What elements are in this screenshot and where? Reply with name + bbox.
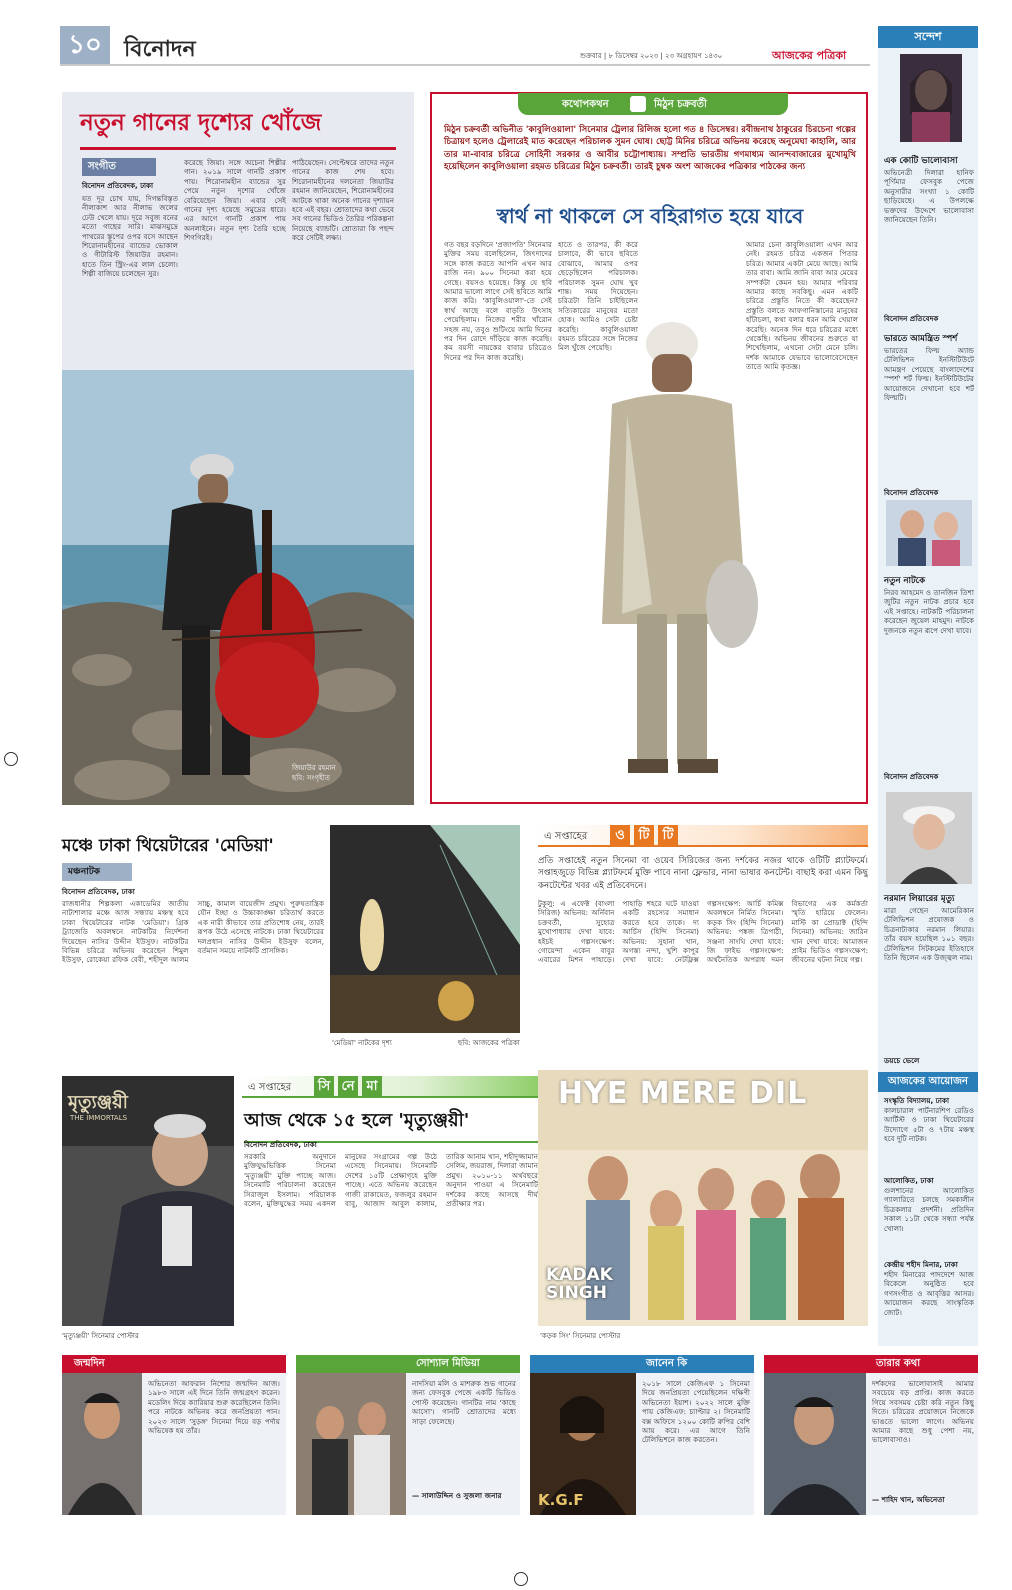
ott-story (538, 825, 868, 1060)
sidebar-item1-body: অভিনেত্রী দিলারা হানিফ পূর্ণিমার ফেসবুক পেজে অনুসারীর সংখ্যা ১ কোটি ছাড়িয়েছে। এ উপলক্ষে ভক্তদের উদ্দেশে ভালোবাসা জানিয়েছেন তিনি। (884, 168, 974, 225)
section-title: বিনোদন (124, 37, 196, 62)
kgf-title: K.G.F (538, 1491, 584, 1509)
event3-body: শহীদ মিনারের পাদদেশে আজ বিকেলে অনুষ্ঠিত হবে গণসংগীত ও আবৃত্তির আসর। আয়োজন করছে সাংস্কৃতিক জোট। (884, 1270, 974, 1317)
ott-letter-ti1: টি (634, 825, 654, 847)
sidebar-item4-author: ডয়চে ভেলে (884, 1056, 920, 1065)
theatre-byline: বিনোদন প্রতিবেদক, ঢাকা (62, 887, 135, 896)
nirob-tisha-photo (886, 500, 972, 566)
purnima-photo (900, 54, 962, 142)
know-body: ২০১৮ সালে কেজিএফ ১ সিনেমা দিয়ে জনপ্রিয়তা পেয়েছিলেন দক্ষিণী অভিনেতা ইয়াশ। ২০২২ সালে মুক্তি পায় কেজিএফ: চ্যাপ্টার ২। সিনেমাটি বক্স অফিসে ১২০০ কোটি রুপির বেশি আয় করে। এর আগে তিনি টেলিভিশনে কাজ করতেন। (642, 1379, 750, 1445)
event1-body: কালচারাল পার্টনারশিপ রেডিও আর্টিস্ট ও ঢাকা থিয়েটারের উদ্যোগে ৫টা ও ৭টায় মঞ্চস্থ হবে দুটি নাটক। (884, 1106, 974, 1144)
events-header: আজকের আয়োজন (878, 1072, 978, 1092)
kadak-caption: 'কড়ক সিং' সিনেমার পোস্টার (540, 1332, 621, 1340)
cinema-label: এ সপ্তাহের (248, 1082, 292, 1093)
kadak-banner: HYE MERE DIL (558, 1076, 808, 1111)
star-author: — শাহিদ খান, অভিনেতা (872, 1495, 945, 1504)
theatre-tag: মঞ্চনাটক (62, 863, 132, 881)
song-byline: বিনোদন প্রতিবেদক, ঢাকা (82, 182, 153, 190)
cinema-headline: আজ থেকে ১৫ হলে 'মৃত্যুঞ্জয়ী' (244, 1106, 544, 1143)
poster-title: মৃত্যুঞ্জয়ী (68, 1092, 128, 1113)
kadak-singh-poster (538, 1070, 868, 1326)
interview-banner (518, 93, 788, 115)
birthday-box (62, 1355, 286, 1515)
interview-guest: মিঠুন চক্রবর্তী (654, 99, 707, 110)
cinema-letter-ne: নে (338, 1076, 358, 1098)
norman-lear-photo (886, 792, 972, 884)
theatre-story (62, 825, 520, 1050)
theatre-caption: 'মেডিয়া' নাটকের দৃশ্য (332, 1039, 392, 1047)
song-tag: সংগীত (82, 158, 156, 176)
ott-intro: প্রতি সপ্তাহেই নতুন সিনেমা বা ওয়েব সিরিজের জন্য দর্শকের নজর থাকে ওটিটি প্ল্যাটফর্মে। সপ্তাহজুড়ে বিভিন্ন প্ল্যাটফর্মে মুক্তি পাবে নানা ফ্লেভার, নানা ভাষার কনটেন্ট। বাছাই করা এমন কিছু কনটেন্টের খবর এই প্রতিবেদনে। (538, 856, 868, 891)
nisho-photo (62, 1373, 142, 1515)
theatre-body: রাজধানীর শিল্পকলা একাডেমির জাতীয় নাট্যশালার মঞ্চে আজ সন্ধ্যায় মঞ্চস্থ হবে ঢাকা থিয়েটারের নাটক 'মেডিয়া'। গ্রিক ট্র্যাজেডি অবলম্বনে নাটকটির নির্দেশনা দিয়েছেন নাসির উদ্দীন ইউসুফ। নাটকটির বিভিন্ন চরিত্রে অভিনয় করেছেন শিমুল ইউসুফ, রোকেয়া রফিক বেবী, শহীদুল আলম সাচ্চু, কামাল বায়েজীদ প্রমুখ। পুরুষতান্ত্রিক যৌন ইচ্ছা ও উচ্চাকাঙ্ক্ষা চরিতার্থ করতে এক নারী কীভাবে তার প্রতিশোধ নেয়, তারই রূপক উঠে এসেছে নাটকে। ঢাকা থিয়েটারের দলপ্রধান নাসির উদ্দীন ইউসুফ বলেন, বর্তমান সময়ে নাটকটি প্রাসঙ্গিক। (62, 899, 324, 965)
birthday-body: অভিনেতা আফরান নিশোর জন্মদিন আজ। ১৯৮৩ সালে এই দিনে তিনি জন্মগ্রহণ করেন। মডেলিং দিয়ে ক্যারিয়ার শুরু করেছিলেন তিনি। পরে নাটকে অভিনয় করে জনপ্রিয়তা পান। ২০২৩ সালে 'সুড়ঙ্গ' সিনেমা দিয়ে বড় পর্দায় অভিষেক হয় তাঁর। (148, 1379, 280, 1436)
mithun-photo (582, 304, 762, 802)
sidebar-item4-title: নরমান লিয়ারের মৃত্যু (884, 894, 955, 904)
sidebar-header: সন্দেশ (878, 26, 978, 48)
sidebar (878, 26, 978, 1346)
event2-body: গুলশানের আলোকিত গ্যালারিতে চলছে সমকালীন চিত্রকলার প্রদর্শনী। প্রতিদিন সকাল ১১টা থেকে সন্ধ্যা পর্যন্ত খোলা। (884, 1186, 974, 1233)
registration-mark-icon (514, 1572, 528, 1586)
cinema-story (62, 1070, 868, 1345)
interview-story (430, 92, 868, 804)
star-box (764, 1355, 978, 1515)
sidebar-item1-author: বিনোদন প্রতিবেদক (884, 314, 939, 323)
cinema-caption: 'মৃত্যুঞ্জয়ী' সিনেমার পোস্টার (62, 1332, 139, 1340)
song-col3: পাঠিয়েছেন। সেপ্টেম্বরে তাদের নতুন গানের কাজ শেষ হবে। শিরোনামহীনের দলনেতা জিয়াউর রহমান জানিয়েছেন, শিরোনামহীনের আটকে থাকা অনেক গানের দৃশ্যায়ন হবে এই বছর। শ্রোতাদের কথা ভেবে সব গানের ভিডিও তৈরির পরিকল্পনা নিয়েছে ব্যান্ডটি। শ্রোতারা কি পছন্দ করে সেটিই লক্ষ্য। (292, 158, 394, 243)
interview-col3: আমার চেনা কাবুলিওয়ালা এখন আর নেই। রহমত চরিত্র একজন পিতার চরিত্র। আমার একটা মেয়ে আছে। আমি তার বাবা। আমি জানি বাবা আর মেয়ের সম্পর্কটা কেমন হয়। আমার পরিবার আমার কাছে সবকিছু। এমন একটি চরিত্রে প্রস্তুতি নিতে কী করেছেন? প্রস্তুতি বলতে আফগানিস্তানের মানুষের হাঁটাচলা, কথা বলার ধরন আমি খেয়াল করেছি। অনেক দিন ধরে চরিত্রের মধ্যে থেকেছি। অভিনয় জীবনের শুরুতে যা শিখেছিলাম, এখনো সেটা মেনে চলি। দর্শক আমাকে যেভাবে ভালোবেসেছেন তাতে আমি কৃতজ্ঞ। (746, 240, 858, 372)
ott-header-bar (538, 825, 868, 847)
event1-title: সংস্কৃতি বিদ্যালয়, ঢাকা (884, 1096, 950, 1105)
star-body: দর্শকদের ভালোবাসাই আমার সবচেয়ে বড় প্রাপ্তি। কাজ করতে গিয়ে সবসময় চেষ্টা করি নতুন কিছু দিতে। চরিত্রের প্রয়োজনে নিজেকে ভাঙতে ভালো লাগে। অভিনয় আমার কাছে শুধু পেশা নয়, ভালোবাসাও। (872, 1379, 974, 1445)
ott-letter-ti2: টি (658, 825, 678, 847)
cinema-letter-si: সি (314, 1076, 334, 1098)
social-header: সোশ্যাল মিডিয়া (296, 1355, 520, 1373)
interview-mic-icon (630, 96, 646, 112)
interview-col2: হাতে ও তারপর, কী করে চালাবে, কী ভাবে ছবিতে বোঝাবে, আমার ওপর ছেড়েছিলেন পরিচালক। পরিচালক সুমন ঘোষ খুব শান্ত। সময় দিয়েছেন। চরিত্রটা তিনি চাইছিলেন সত্যিকারের মানুষের মতো হোক। আমিও সেটা চেষ্টা করেছি। কাবুলিওয়ালা রহমত চরিত্রের সঙ্গে নিজের মিল খুঁজে পেয়েছি। (558, 240, 638, 353)
sidebar-item1-title: এক কোটি ভালোবাসা (884, 156, 958, 166)
date-line: শুক্রবার | ৮ ডিসেম্বর ২০২৩ | ২৩ অগ্রহায়ণ ১৪৩০ (580, 52, 723, 60)
interview-intro: মিঠুন চক্রবর্তী অভিনীত 'কাবুলিওয়ালা' সিনেমার ট্রেলার রিলিজ হলো গত ৪ ডিসেম্বর। রবীন্দ্রনাথ ঠাকুরের চিরচেনা গল্পের চিত্রায়ণ হলেও ট্রেলারেই মাত করেছেন পরিচালক সুমন ঘোষ। ছোট্ট মিনির চরিত্রে অভিনয় করেছে অনুমেঘা কাহালি, আর তার মা-বাবার চরিত্রে সোহিনী সরকার ও আবীর চট্টোপাধ্যায়। সম্প্রতি ভারতীয় গণমাধ্যম আনন্দবাজারের মুখোমুখি হয়েছিলেন কাবুলিওয়ালা রহমত চরিত্রের মিঠুন চক্রবর্তী। তারই চুম্বক অংশ আজকের পত্রিকার পাঠকের জন্য (444, 125, 856, 173)
song-col1: যত দূর চোখ যায়, দিগন্তবিস্তৃত নীলাকাশ আর নীলাভ জলের ঢেউ খেলে যায়। দূরে সবুজ বনের মতো গাছের সারি। মাঝসমুদ্রে পাথরের স্তূপের ওপর বসে আছেন শিরোনামহীনের ব্যান্ডের ভোকাল ও গীটারিস্ট জিয়াউর রহমান। হাতে তিন স্ট্রিং-এর লাল চেলো। শিল্পী বাজিয়ে চলেছেন সুর। (82, 194, 178, 279)
sidebar-item3-title: নতুন নাটকে (884, 576, 926, 586)
know-header: জানেন কি (530, 1355, 754, 1373)
cinema-body: সরকারি অনুদানে মুক্তিযুদ্ধভিত্তিক সিনেমা 'মৃত্যুঞ্জয়ী' মুক্তি পাচ্ছে আজ। সিনেমাটি পরিচালনা করেছেন সিরাজুল ইসলাম। পরিচালক বলেন, মুক্তিযুদ্ধের সময় একদল মানুষের সংগ্রামের গল্প উঠে এসেছে সিনেমায়। সিনেমাটি দেশের ১৫টি প্রেক্ষাগৃহে মুক্তি পাচ্ছে। এতে অভিনয় করেছেন গাজী রাকায়েত, ফজলুর রহমান বাবু, আজাদ আবুল কালাম, তারিক আনাম খান, শহীদুজ্জামান সেলিম, জয়রাজ, দিলারা জামান প্রমুখ। ২০১০-১১ অর্থবছরে অনুদান পাওয়া এ সিনেমাটি দর্শকের কাছে আসছে দীর্ঘ প্রতীক্ষার পর। (244, 1152, 538, 1209)
interview-col1: গত বছর বড়দিনে 'প্রজাপতি' সিনেমার মুক্তির সময় বলেছিলেন, জিৎদাদের সঙ্গে কাজ করতে আপনি এখন আর রাজি নন। ৯০০ সিনেমা করা হয়ে গেছে। বয়সও হয়েছে। কিন্তু যে ছবি আমার ভালো লাগে সেই ছবিতে আমি কাজ করি। 'কাবুলিওয়ালা'-তে সেই স্বার্থ আছে বলে বাড়তি উৎসাহ পেয়েছিলাম। নিজের শরীর খাঁরোন সহজ নয়, তবুও শুটিংয়ে আমি দিনের পর দিন রোদে দাঁড়িয়ে কাজ করেছি। কম বয়সী নায়কের বাবার চরিত্রেও দিনের পর দিন কাজ করেছি। (444, 240, 552, 362)
kadak-title: KADAK SINGH (546, 1265, 613, 1303)
cinema-letter-ma: মা (362, 1076, 382, 1098)
know-box (530, 1355, 754, 1515)
ott-letter-o: ও (610, 825, 630, 847)
birthday-header: জন্মদিন (62, 1355, 286, 1373)
sidebar-item2-author: বিনোদন প্রতিবেদক (884, 488, 939, 497)
social-photo (296, 1373, 406, 1515)
cellist-photo (62, 370, 414, 805)
sidebar-item2-body: ভারতের ফিল্ম অ্যান্ড টেলিভিশন ইনস্টিটিউটে আমন্ত্রণ পেয়েছে বাংলাদেশের 'স্পর্শ' শর্ট ফিল্ম। ইনস্টিটিউটের আয়োজনে দেখানো হবে শর্ট ফিল্মটি। (884, 346, 974, 403)
kgf-poster (530, 1373, 636, 1515)
registration-mark-icon (4, 752, 18, 766)
theatre-credit: ছবি: আজকের পত্রিকা (458, 1039, 520, 1047)
sidebar-item2-title: ভারতে আমন্ত্রিত স্পর্শ (884, 334, 958, 344)
theatre-photo (330, 825, 520, 1033)
cellist-credit: ছবি: সংগৃহীত (292, 774, 330, 782)
sidebar-item3-author: বিনোদন প্রতিবেদক (884, 772, 939, 781)
shahid-photo (764, 1373, 866, 1515)
event3-title: কেন্দ্রীয় শহীদ মিনার, ঢাকা (884, 1260, 958, 1269)
theatre-headline: মঞ্চে ঢাকা থিয়েটারের 'মেডিয়া' (62, 836, 274, 856)
cinema-header-bar (242, 1076, 538, 1098)
mrittunjoyee-poster (62, 1076, 234, 1326)
star-header: তারার কথা (764, 1355, 978, 1373)
page-number: ১০ (60, 26, 110, 64)
paper-name: আজকের পত্রিকা (772, 49, 847, 62)
social-body: নাদসিয়া মলি ও মাশরুক শুভ গানের জন্য ফেসবুক পেজে একটি ভিডিও পোস্ট করেছেন। গানটির নাম 'কাছে আসো'। গানটি শ্রোতাদের মধ্যে সাড়া ফেলেছে। (412, 1379, 516, 1426)
interview-headline: স্বার্থ না থাকলে সে বহিরাগত হয়ে যাবে (496, 204, 804, 228)
cellist-caption: জিয়াউর রহমান (292, 764, 336, 772)
social-author: — সালাউদ্দিন ও সুজলা জনার (412, 1491, 502, 1500)
cinema-byline: বিনোদন প্রতিবেদক, ঢাকা (244, 1140, 317, 1149)
poster-subtitle: THE IMMORTALS (70, 1114, 128, 1122)
song-story (62, 92, 414, 805)
song-headline: নতুন গানের দৃশ্যের খোঁজে (80, 104, 396, 150)
page-header (60, 26, 870, 66)
sidebar-item4-body: মারা গেছেন আমেরিকান টেলিভিশন প্রযোজক ও চিত্রনাট্যকার নরমান লিয়ার। তাঁর বয়স হয়েছিল ১০১ বছর। টেলিভিশন সিটকমের ইতিহাসে তিনি ছিলেন এক উজ্জ্বল নাম। (884, 906, 974, 963)
ott-label: এ সপ্তাহের (544, 831, 588, 842)
social-box (296, 1355, 520, 1515)
event2-title: আলোকিত, ঢাকা (884, 1176, 934, 1185)
ott-body: টুকুলু: এ এফেক্ট (বাংলা সিরিজ) অভিনয়: অর্নিবান চক্রবর্তী, সুহোত্র মুখোপাধ্যায় দেখা যাবে: হইচই গল্পসংক্ষেপ: গোয়েন্দা একেন বাবুর এবারের মিশন পাহাড়ে। পাহাড়ি শহরে ঘটে যাওয়া একটি রহস্যের সমাধান করতে হবে তাকে। দ্য আর্চিস (হিন্দি সিনেমা) অভিনয়: সুহানা খান, অগস্ত্য নন্দা, খুশি কাপুর দেখা যাবে: নেটফ্লিক্স গল্পসংক্ষেপ: আর্চি কমিক্স অবলম্বনে নির্মিত সিনেমা। কড়ক সিং (হিন্দি সিনেমা) অভিনয়: পঙ্কজ ত্রিপাঠী, সঞ্জনা সাংঘি দেখা যাবে: জি ফাইভ গল্পসংক্ষেপ: অর্থনৈতিক অপরাধ দমন বিভাগের এক কর্মকর্তা স্মৃতি হারিয়ে ফেলেন। মাস্টি কা প্রোডাক্ট (হিন্দি সিনেমা) অভিনয়: জারিন খান দেখা যাবে: আমাজন প্রাইম ভিডিও গল্পসংক্ষেপ: জীবনের ঘটনা নিয়ে গল্প। (538, 899, 868, 965)
song-col2: করেছে জিয়া। সঙ্গে অচেনা শিল্পীর গান। ২০১৯ সালে গানটি প্রকাশ পায়। শিরোনামহীন ব্যান্ডের সুর পেয়ে নতুন দৃশ্যের খোঁজে বেরিয়েছেন জিয়া। এবার সেই গানের দৃশ্য হয়েছে সমুদ্রের ধারে। এর আগে গানটি প্রকাশ পায় অনলাইনে। নতুন দৃশ্য তৈরি হচ্ছে শিগগিরই। (184, 158, 286, 243)
sidebar-item3-body: নিরব আহমেদ ও তানজিন তিশা জুটির নতুন নাটক প্রচার হবে এই সপ্তাহে। নাটকটি পরিচালনা করেছেন জুয়েল মাহমুদ। নাটকে দুজনকে নতুন রূপে দেখা যাবে। (884, 588, 974, 635)
bottom-strip (62, 1355, 978, 1515)
interview-kicker: কথোপকথন (562, 99, 609, 110)
